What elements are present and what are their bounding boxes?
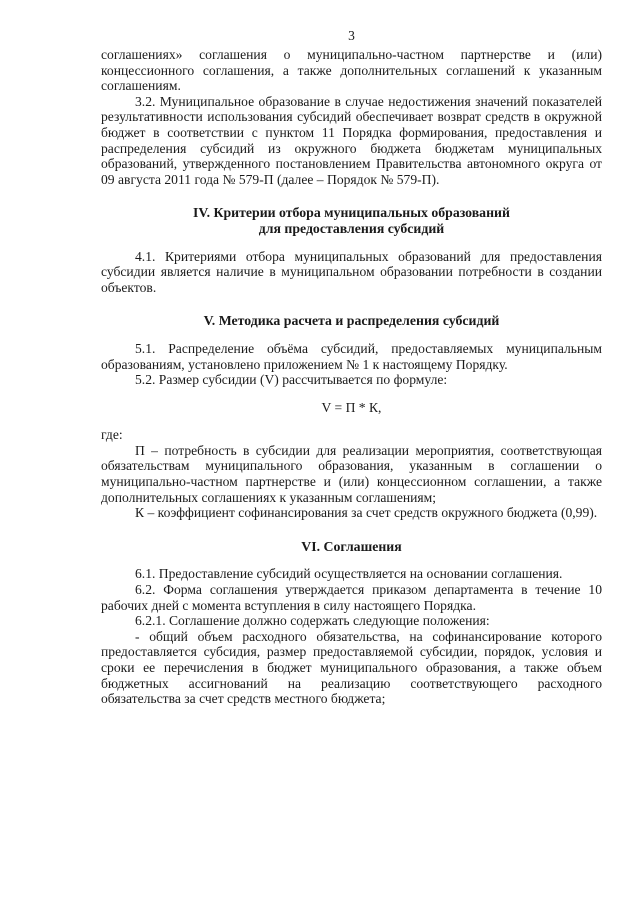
definition-k: К – коэффициент софинансирования за счет средств окружного бюджета (0,99). (135, 505, 598, 521)
formula: V = П * К, (321, 399, 382, 415)
paragraph-continuation: соглашениях» соглашения о муниципально-частном партнерстве и (или) концессионного соглашения, а также дополнительных соглашений к указанным соглашениям. (101, 47, 602, 94)
formula-where: где: (101, 427, 123, 443)
paragraph-6-1: 6.1. Предоставление субсидий осуществляется на основании соглашения. (135, 566, 563, 582)
paragraph-4-1: 4.1. Критериями отбора муниципальных образований для предоставления субсидии является наличие в муниципальном образовании потребности в создании объектов. (101, 248, 602, 295)
paragraph-6-2: 6.2. Форма соглашения утверждается приказом департамента в течение 10 рабочих дней с момента вступления в силу настоящего Порядка. (101, 582, 602, 613)
section-heading-iv-line2: для предоставления субсидий (258, 220, 445, 236)
paragraph-3-2: 3.2. Муниципальное образование в случае недостижения значений показателей результативности использования субсидий обеспечивает возврат средств в окружной бюджет в соответствии с пунктом 11 Порядка формирования, предоставления и распределения субсидий из окружного бюджета бюджетам муниципальных образований, утвержденного постановлением Правительства автономного округа от 09 августа 2011 года № 579-П (далее – Порядок № 579-П). (101, 93, 602, 187)
page-number: 3 (348, 28, 355, 43)
paragraph-5-1: 5.1. Распределение объёма субсидий, предоставляемых муниципальным образованиям, установлено приложением № 1 к настоящему Порядку. (101, 340, 602, 372)
paragraph-5-2: 5.2. Размер субсидии (V) рассчитывается по формуле: (135, 372, 448, 388)
document-body (101, 47, 602, 707)
paragraph-6-2-1-item: - общий объем расходного обязательства, на софинансирование которого предоставляется субсидия, размер предоставляемой субсидии, порядок, условия и сроки ее перечисления в бюджет муниципального образования, а также объем бюджетных ассигнований на реализацию соответствующего расходного обязательства за счет средств местного бюджета; (101, 628, 602, 707)
section-heading-v: V. Методика расчета и распределения субсидий (203, 313, 500, 329)
paragraph-6-2-1: 6.2.1. Соглашение должно содержать следующие положения: (135, 613, 490, 629)
section-heading-vi: VI. Соглашения (301, 538, 402, 554)
section-heading-iv-line1: IV. Критерии отбора муниципальных образований (193, 205, 510, 221)
definition-p: П – потребность в субсидии для реализации мероприятия, соответствующая обязательствам муниципального образования, указанным в соглашении о муниципально-частном партнерстве и (или) концессионном соглашении, а также дополнительных соглашениях к указанным соглашениям; (101, 442, 602, 505)
